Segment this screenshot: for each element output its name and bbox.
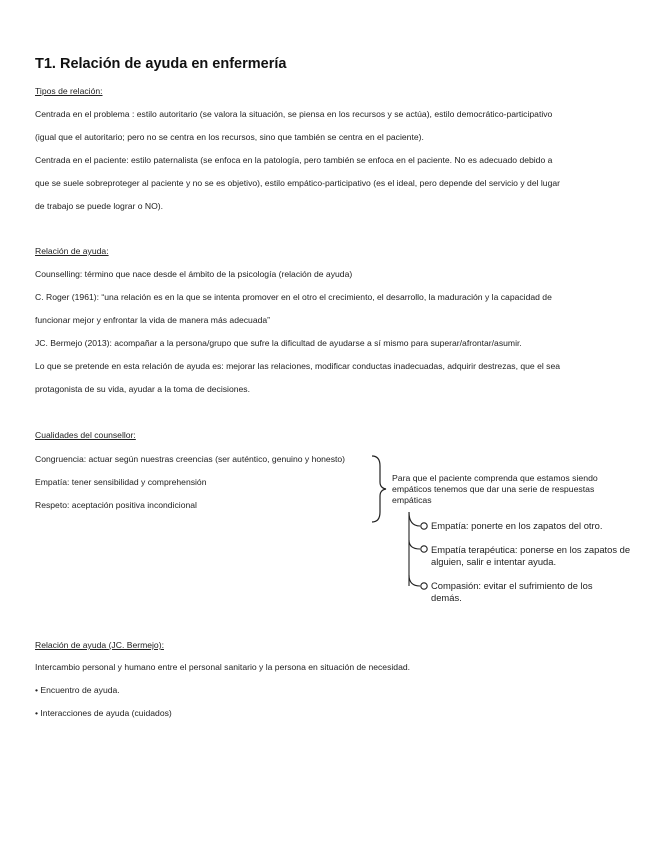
list-item: • Encuentro de ayuda. xyxy=(35,685,120,695)
paragraph-line: protagonista de su vida, ayudar a la toma de decisiones. xyxy=(35,384,250,394)
section-heading-bermejo: Relación de ayuda (JC. Bermejo): xyxy=(35,640,164,650)
paragraph-line: de trabajo se puede lograr o NO). xyxy=(35,201,164,211)
empathy-note: Para que el paciente comprenda que estamos siendo empáticos tenemos que dar una serie de respuestas empáticas xyxy=(392,473,598,505)
branch-connector-2 xyxy=(409,540,420,549)
document-title: T1. Relación de ayuda en enfermería xyxy=(35,56,287,72)
paragraph-line: que se suele sobreproteger al paciente y no se es objetivo), estilo empático-participativo (es el ideal, pero depende del servicio y del lugar xyxy=(35,178,560,188)
branch-node-3 xyxy=(421,583,427,589)
paragraph-line: funcionar mejor y enfrontar la vida de manera más adecuada” xyxy=(35,315,271,325)
section-heading-tipos: Tipos de relación: xyxy=(35,86,103,96)
paragraph-line: C. Roger (1961): “una relación es en la que se intenta promover en el otro el crecimiento, el desarrollo, la maduración y la capacidad de xyxy=(35,292,552,302)
paragraph-line: Centrada en el paciente: estilo paternalista (se enfoca en la patología, pero también se enfoca en el paciente. No es adecuado debido a xyxy=(35,155,553,165)
paragraph-line: Counselling: término que nace desde el ámbito de la psicología (relación de ayuda) xyxy=(35,269,353,279)
section-heading-relacion: Relación de ayuda: xyxy=(35,246,109,256)
list-item: • Interacciones de ayuda (cuidados) xyxy=(35,708,172,718)
curly-brace xyxy=(372,456,386,522)
branch-empatia: Empatía: ponerte en los zapatos del otro. xyxy=(431,520,603,531)
branch-node-1 xyxy=(421,523,427,529)
section-heading-cualidades: Cualidades del counsellor: xyxy=(35,430,136,440)
branch-empatia-terapeutica: Empatía terapéutica: ponerse en los zapatos de alguien, salir e intentar ayuda. xyxy=(431,544,631,567)
branch-compasion: Compasión: evitar el sufrimiento de los demás. xyxy=(431,580,593,603)
paragraph-line: JC. Bermejo (2013): acompañar a la persona/grupo que sufre la dificultad de ayudarse a sí mismo para superar/afrontar/asumir. xyxy=(35,338,522,348)
branch-connector-1 xyxy=(409,512,420,526)
paragraph-line: (igual que el autoritario; pero no se centra en los recursos, sino que también se centra en el paciente). xyxy=(35,132,424,142)
quality-item-empatia: Empatía: tener sensibilidad y comprehensión xyxy=(35,477,207,487)
quality-item-congruencia: Congruencia: actuar según nuestras creencias (ser auténtico, genuino y honesto) xyxy=(35,454,346,464)
paragraph-line: Lo que se pretende en esta relación de ayuda es: mejorar las relaciones, modificar conductas inadecuadas, adquirir destrezas, que el sea xyxy=(35,361,561,371)
branch-connector-3 xyxy=(409,575,420,586)
branch-node-2 xyxy=(421,546,427,552)
paragraph-line: Intercambio personal y humano entre el personal sanitario y la persona en situación de necesidad. xyxy=(35,662,411,672)
quality-item-respeto: Respeto: aceptación positiva incondicional xyxy=(35,500,197,510)
paragraph-line: Centrada en el problema : estilo autoritario (se valora la situación, se piensa en los recursos y se actúa), estilo democrático-participativo xyxy=(35,109,553,119)
